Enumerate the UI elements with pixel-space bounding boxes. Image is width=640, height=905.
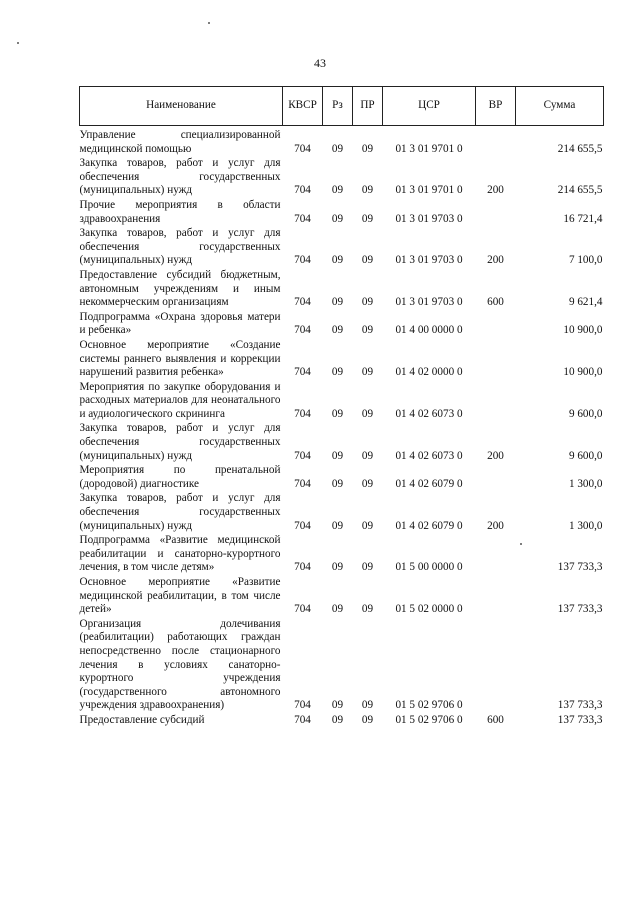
row-kvsr: 704 — [294, 449, 311, 462]
row-kvsr: 704 — [294, 561, 311, 574]
row-pr: 09 — [361, 296, 374, 309]
scan-mark — [17, 42, 19, 44]
table-row — [80, 269, 604, 311]
table-row — [80, 576, 604, 618]
row-name: Организация долечивания (реабилитации) работающих граждан непосредственно после стационарного лечения в условиях санаторно-курортного учреждения (государственного автономного учреждения здравоохранения) — [79, 617, 281, 712]
table-row — [80, 126, 604, 158]
row-vr: 600 — [487, 713, 504, 726]
row-name: Основное мероприятие «Развитие медицинской реабилитации, в том числе детей» — [79, 576, 281, 616]
row-sum: 7 100,0 — [568, 254, 603, 267]
row-kvsr: 704 — [294, 603, 311, 616]
row-vr — [476, 576, 516, 618]
header-pr: ПР — [353, 87, 383, 126]
row-vr — [476, 464, 516, 492]
row-csr: 01 5 02 0000 0 — [395, 603, 463, 616]
scan-mark — [208, 22, 210, 24]
row-rz: 09 — [331, 561, 344, 574]
row-rz: 09 — [331, 699, 344, 712]
header-sum: Сумма — [516, 87, 604, 126]
row-vr — [476, 311, 516, 339]
row-sum: 9 621,4 — [568, 296, 603, 309]
row-rz: 09 — [331, 296, 344, 309]
row-csr: 01 5 02 9706 0 — [395, 713, 463, 726]
table-row — [80, 311, 604, 339]
row-kvsr: 704 — [294, 699, 311, 712]
row-kvsr: 704 — [294, 407, 311, 420]
row-rz: 09 — [331, 184, 344, 197]
row-vr — [476, 339, 516, 381]
row-name: Основное мероприятие «Создание системы раннего выявления и коррекции нарушений развития ребенка» — [79, 338, 281, 379]
row-kvsr: 704 — [294, 366, 311, 379]
row-name: Подпрограмма «Развитие медицинской реабилитации и санаторно-курортного лечения, в том числе детям» — [79, 534, 281, 574]
row-csr: 01 4 00 0000 0 — [395, 324, 463, 337]
row-rz: 09 — [331, 407, 344, 420]
table-header-row — [80, 87, 604, 126]
row-vr — [476, 534, 516, 576]
row-kvsr: 704 — [294, 254, 311, 267]
row-name: Мероприятия по пренатальной (дородовой) диагностике — [79, 464, 281, 490]
table-row — [80, 381, 604, 423]
row-vr: 200 — [487, 519, 504, 532]
row-rz: 09 — [331, 254, 344, 267]
table-row — [80, 422, 604, 464]
table-row — [80, 339, 604, 381]
row-csr: 01 4 02 6073 0 — [395, 449, 463, 462]
row-rz: 09 — [331, 142, 344, 155]
row-rz: 09 — [331, 519, 344, 532]
row-vr: 200 — [487, 254, 504, 267]
row-csr: 01 5 02 9706 0 — [395, 699, 463, 712]
row-csr: 01 3 01 9703 0 — [395, 296, 463, 309]
row-vr — [476, 199, 516, 227]
row-sum: 137 733,3 — [557, 603, 603, 616]
row-pr: 09 — [361, 324, 374, 337]
row-csr: 01 4 02 0000 0 — [395, 366, 463, 379]
table-row — [80, 464, 604, 492]
table-row — [80, 714, 604, 729]
row-name: Прочие мероприятия в области здравоохранения — [79, 198, 281, 225]
row-csr: 01 3 01 9701 0 — [395, 142, 463, 155]
row-name: Закупка товаров, работ и услуг для обеспечения государственных (муниципальных) нужд — [79, 157, 281, 197]
row-sum: 137 733,3 — [557, 713, 603, 726]
header-vr: ВР — [476, 87, 516, 126]
row-sum: 10 900,0 — [563, 324, 603, 337]
row-kvsr: 704 — [294, 212, 311, 225]
row-name: Мероприятия по закупке оборудования и расходных материалов для неонатального и аудиологического скрининга — [79, 380, 281, 420]
table-row — [80, 157, 604, 199]
row-kvsr: 704 — [294, 519, 311, 532]
row-csr: 01 4 02 6079 0 — [395, 519, 463, 532]
row-vr: 200 — [487, 184, 504, 197]
row-rz: 09 — [331, 366, 344, 379]
row-sum: 214 655,5 — [557, 142, 603, 155]
row-name: Закупка товаров, работ и услуг для обеспечения государственных (муниципальных) нужд — [79, 422, 281, 462]
row-csr: 01 3 01 9703 0 — [395, 254, 463, 267]
header-csr: ЦСР — [383, 87, 476, 126]
row-sum: 16 721,4 — [563, 212, 603, 225]
row-sum: 1 300,0 — [568, 519, 603, 532]
row-csr: 01 4 02 6079 0 — [395, 477, 463, 490]
row-pr: 09 — [361, 184, 374, 197]
row-rz: 09 — [331, 713, 344, 726]
row-pr: 09 — [361, 603, 374, 616]
row-sum: 1 300,0 — [568, 477, 603, 490]
row-pr: 09 — [361, 407, 374, 420]
row-pr: 09 — [361, 519, 374, 532]
row-vr — [476, 381, 516, 423]
table-row — [80, 534, 604, 576]
row-kvsr: 704 — [294, 324, 311, 337]
row-name: Закупка товаров, работ и услуг для обеспечения государственных (муниципальных) нужд — [79, 492, 281, 532]
row-rz: 09 — [331, 324, 344, 337]
row-pr: 09 — [361, 366, 374, 379]
row-pr: 09 — [361, 699, 374, 712]
row-rz: 09 — [331, 603, 344, 616]
row-sum: 10 900,0 — [563, 366, 603, 379]
row-sum: 137 733,3 — [557, 699, 603, 712]
row-pr: 09 — [361, 561, 374, 574]
row-pr: 09 — [361, 477, 374, 490]
row-sum: 9 600,0 — [568, 449, 603, 462]
row-kvsr: 704 — [294, 296, 311, 309]
row-kvsr: 704 — [294, 713, 311, 726]
row-rz: 09 — [331, 212, 344, 225]
row-pr: 09 — [361, 142, 374, 155]
row-vr — [476, 126, 516, 158]
page-number: 43 — [314, 56, 326, 70]
row-sum: 137 733,3 — [557, 561, 603, 574]
header-rz: Рз — [323, 87, 353, 126]
row-pr: 09 — [361, 449, 374, 462]
row-name: Подпрограмма «Охрана здоровья матери и ребенка» — [79, 310, 281, 337]
row-csr: 01 3 01 9703 0 — [395, 212, 463, 225]
table-row — [80, 227, 604, 269]
row-rz: 09 — [331, 477, 344, 490]
row-csr: 01 3 01 9701 0 — [395, 184, 463, 197]
row-kvsr: 704 — [294, 477, 311, 490]
row-sum: 214 655,5 — [557, 184, 603, 197]
row-kvsr: 704 — [294, 142, 311, 155]
row-name: Управление специализированной медицинской помощью — [79, 129, 281, 155]
row-csr: 01 4 02 6073 0 — [395, 407, 463, 420]
budget-table — [79, 86, 604, 729]
table-row — [80, 618, 604, 714]
table-row — [80, 199, 604, 227]
header-kvsr: КВСР — [283, 87, 323, 126]
row-csr: 01 5 00 0000 0 — [395, 561, 463, 574]
row-name: Закупка товаров, работ и услуг для обеспечения государственных (муниципальных) нужд — [79, 227, 281, 267]
row-name: Предоставление субсидий бюджетным, автономным учреждениям и иным некоммерческим организациям — [79, 268, 281, 309]
row-pr: 09 — [361, 254, 374, 267]
row-rz: 09 — [331, 449, 344, 462]
header-name: Наименование — [80, 87, 283, 126]
row-vr: 200 — [487, 449, 504, 462]
row-pr: 09 — [361, 713, 374, 726]
row-vr: 600 — [487, 296, 504, 309]
row-kvsr: 704 — [294, 184, 311, 197]
row-pr: 09 — [361, 212, 374, 225]
table-row — [80, 492, 604, 534]
row-sum: 9 600,0 — [568, 407, 603, 420]
row-vr — [476, 618, 516, 714]
row-name: Предоставление субсидий — [79, 713, 205, 726]
